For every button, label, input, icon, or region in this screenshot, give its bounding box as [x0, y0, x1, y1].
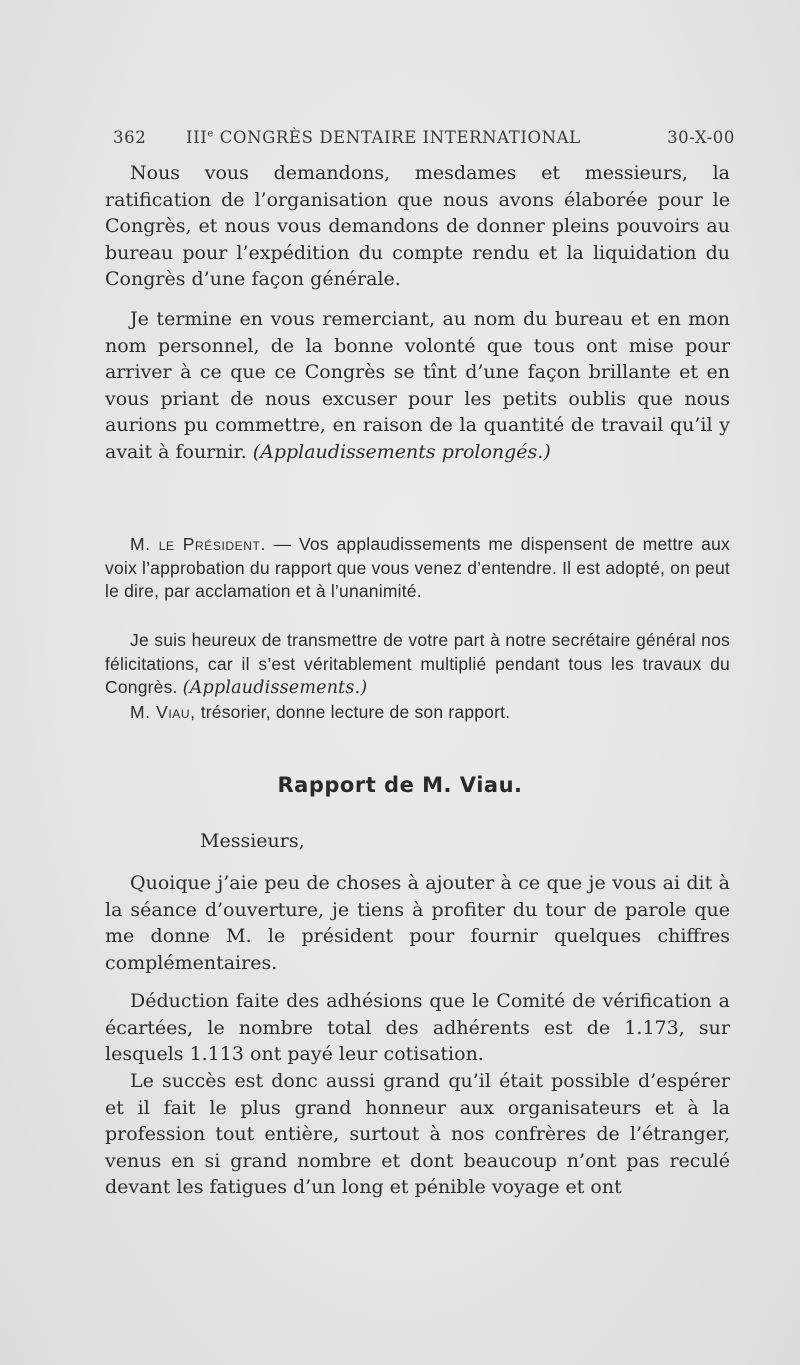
treasurer-text: trésorier, donne lecture de son rapport.	[195, 702, 511, 722]
salutation: Messieurs,	[200, 830, 305, 852]
closing-text: Je termine en vous remerciant, au nom du bureau et en mon nom personnel, de la bonne volonté que tous ont mise pour arriver à ce que ce Congrès se tînt d’une façon brillante et en vous priant de nous excuser pour les petits oublis que nous aurions pu commettre, en raison de la quantité de travail qu’il y avait à fournir.	[105, 308, 730, 463]
report-paragraph-1: Quoique j’aie peu de choses à ajouter à ce que je vous ai dit à la séance d’ouverture, je tiens à profiter du tour de parole que me donne M. le président pour fournir quelques chiffres complémentaires.	[105, 872, 730, 974]
page-number: 362	[113, 128, 147, 147]
congratulations-text: Je suis heureux de transmettre de votre part à notre secrétaire général nos félicitations, car il s’est véritablement multiplié pendant tous les travaux du Congrès.	[105, 630, 730, 697]
paragraph-ratification: Nous vous demandons, mesdames et messieurs, la ratification de l’organisation que nous avons élaborée pour le Congrès, et nous vous demandons de donner pleins pouvoirs au bureau pour l’expédition du compte rendu et la liquidation du Congrès d’une façon générale.	[105, 162, 730, 290]
report-paragraph-2: Déduction faite des adhésions que le Comité de vérification a écartées, le nombre total des adhérents est de 1.173, sur lesquels 1.113 ont payé leur cotisation.	[105, 990, 730, 1065]
applause-note: (Applaudissements.)	[182, 678, 368, 698]
paragraph-closing	[105, 306, 730, 465]
running-header	[113, 128, 735, 154]
applause-note-prolonged: (Applaudissements prolongés.)	[252, 440, 551, 463]
treasurer-intro	[105, 701, 730, 725]
speaker-viau: M. Viau,	[130, 702, 196, 722]
president-congratulations	[105, 629, 730, 701]
title-rest: CONGRÈS DENTAIRE INTERNATIONAL	[213, 128, 581, 147]
header-date: 30-X-00	[667, 128, 735, 147]
report-paragraph-3: Le succès est donc aussi grand qu’il était possible d’espérer et il fait le plus grand honneur aux organisateurs et à la profession tout entière, surtout à nos confrères de l’étranger, venus en si grand nombre et dont beaucoup n’ont pas reculé devant les fatigues d’un long et pénible voyage et ont	[105, 1070, 730, 1198]
speaker-president: M. le Président.	[130, 534, 266, 554]
president-statement	[105, 533, 730, 604]
title-superscript: e	[207, 128, 214, 140]
president-text: — Vos applaudissements me dispensent de mettre aux voix l’approbation du rapport que vous venez d’entendre. Il est adopté, on peut le dire, par acclamation et à l’unanimité.	[105, 534, 730, 601]
section-title: Rapport de M. Viau.	[277, 773, 523, 797]
title-prefix: III	[186, 128, 208, 147]
running-title	[186, 128, 581, 147]
